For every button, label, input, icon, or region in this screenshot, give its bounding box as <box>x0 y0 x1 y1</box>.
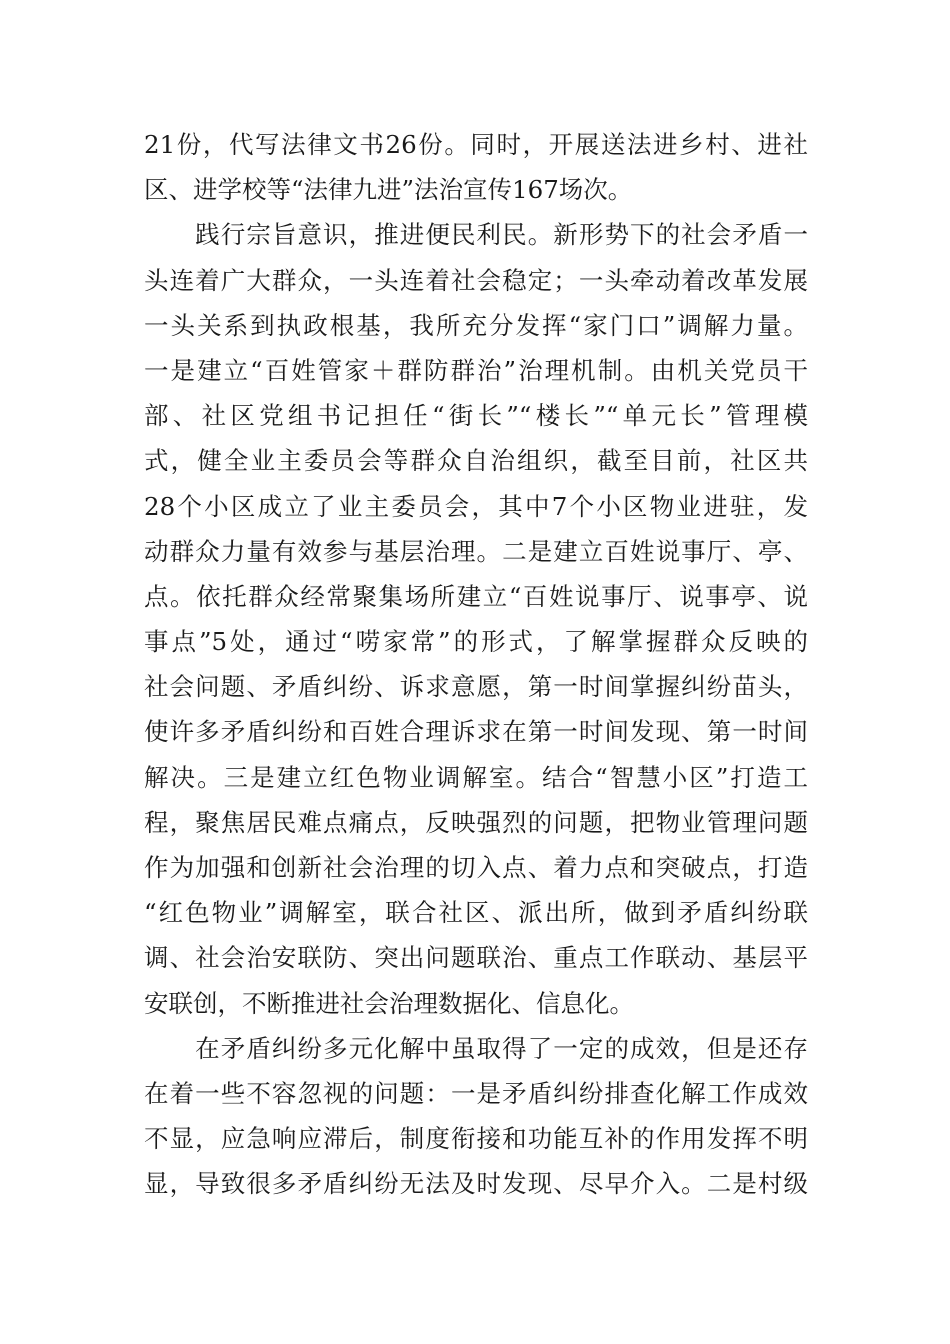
text-line: 式，健全业主委员会等群众自治组织，截至目前，社区共 <box>144 446 808 476</box>
text-line: 头连着广大群众，一头连着社会稳定；一头牵动着改革发展 <box>144 265 808 295</box>
text-line: 作为加强和创新社会治理的切入点、着力点和突破点，打造 <box>144 853 808 882</box>
text-line: 动群众力量有效参与基层治理。二是建立百姓说事厅、亭、 <box>144 536 808 566</box>
body-text <box>144 122 808 1207</box>
text-line: 调、社会治安联防、突出问题联治、重点工作联动、基层平 <box>144 943 808 973</box>
text-line: 使许多矛盾纠纷和百姓合理诉求在第一时间发现、第一时间 <box>144 717 808 747</box>
text-line: “红色物业”调解室，联合社区、派出所，做到矛盾纠纷联 <box>144 898 808 928</box>
text-line: 解决。三是建立红色物业调解室。结合“智慧小区”打造工 <box>144 762 808 792</box>
text-line: 显，导致很多矛盾纠纷无法及时发现、尽早介入。二是村级 <box>144 1169 808 1199</box>
text-line: 28个小区成立了业主委员会，其中7个小区物业进驻，发 <box>144 491 808 521</box>
text-line: 在着一些不容忽视的问题：一是矛盾纠纷排查化解工作成效 <box>144 1078 808 1108</box>
text-line: 践行宗旨意识，推进便民利民。新形势下的社会矛盾一 <box>144 220 808 250</box>
text-line: 程，聚焦居民难点痛点，反映强烈的问题，把物业管理问题 <box>144 807 808 837</box>
text-line: 社会问题、矛盾纠纷、诉求意愿，第一时间掌握纠纷苗头， <box>144 672 808 702</box>
text-line: 不显，应急响应滞后，制度衔接和功能互补的作用发挥不明 <box>144 1124 808 1154</box>
text-line: 在矛盾纠纷多元化解中虽取得了一定的成效，但是还存 <box>144 1033 808 1063</box>
text-line: 点。依托群众经常聚集场所建立“百姓说事厅、说事亭、说 <box>144 581 808 611</box>
text-line: 区、进学校等“法律九进”法治宣传167场次。 <box>144 175 633 205</box>
text-line: 事点”5处，通过“唠家常”的形式，了解掌握群众反映的 <box>144 627 808 657</box>
text-line: 一头关系到执政根基，我所充分发挥“家门口”调解力量。 <box>144 310 808 340</box>
text-line: 一是建立“百姓管家＋群防群治”治理机制。由机关党员干 <box>144 355 808 385</box>
text-line: 21份，代写法律文书26份。同时，开展送法进乡村、进社 <box>144 130 808 159</box>
text-line: 部、社区党组书记担任“街长”“楼长”“单元长”管理模 <box>144 401 808 431</box>
text-line: 安联创，不断推进社会治理数据化、信息化。 <box>144 988 634 1018</box>
